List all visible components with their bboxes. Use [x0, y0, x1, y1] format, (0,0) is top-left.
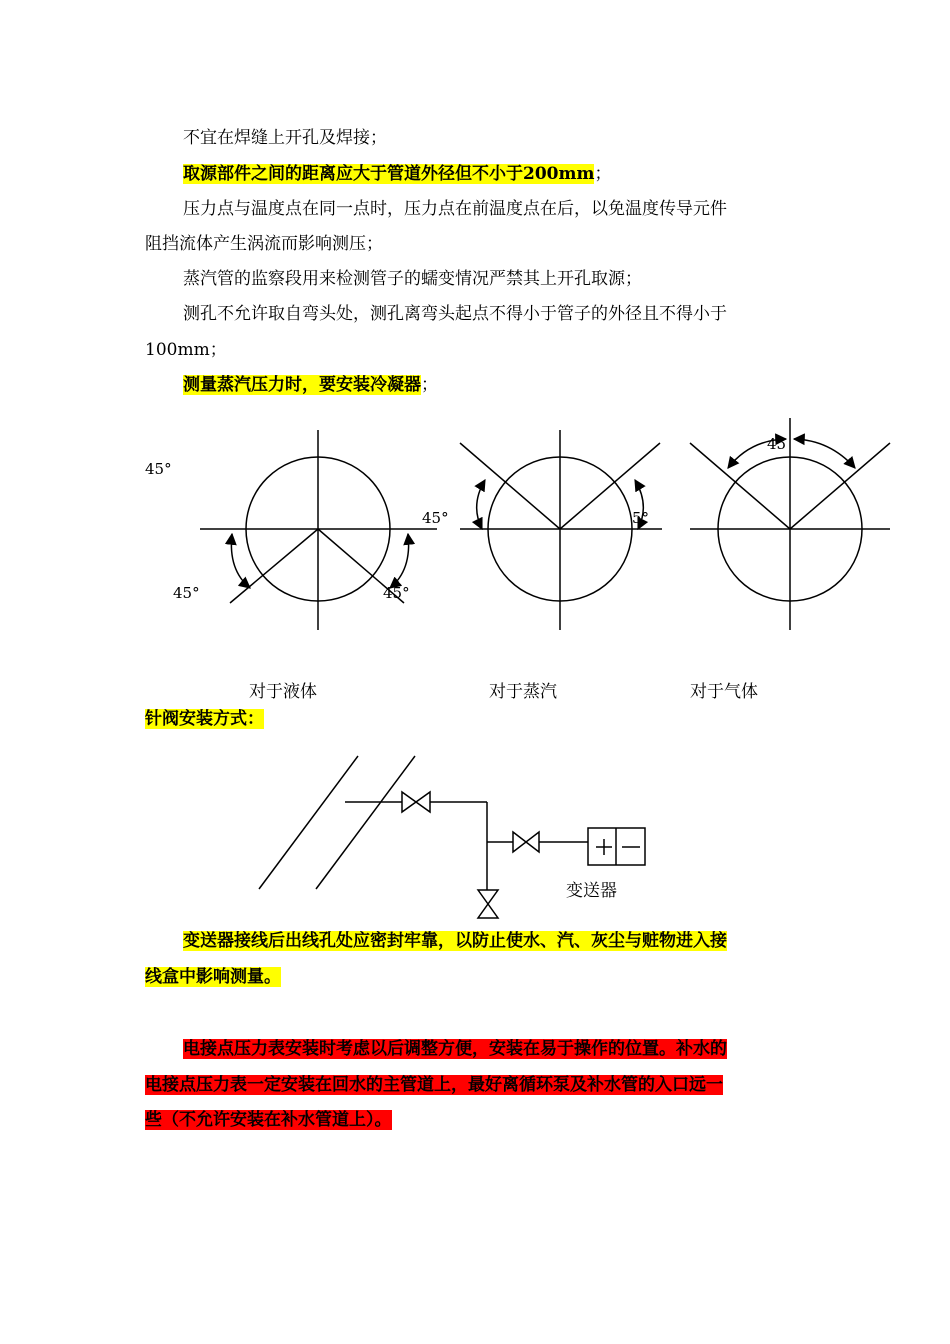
section-title-needle-valve: 针阀安装方式： — [145, 709, 264, 729]
paragraph-hole-l1: 测孔不允许取自弯头处，测孔离弯头起点不得小于管子的外径且不得小于 — [183, 304, 727, 324]
angle-label: 45° — [383, 584, 410, 602]
angle-label: 45° — [422, 509, 449, 527]
paragraph-weld: 不宜在焊缝上开孔及焊接； — [183, 128, 387, 148]
paragraph-pressure-temp-l2: 阻挡流体产生涡流而影响测压； — [145, 234, 383, 254]
caption-gas: 对于气体 — [690, 682, 758, 702]
paragraph-transmitter-l2: 线盒中影响测量。 — [145, 967, 281, 987]
transmitter-label: 变送器 — [566, 881, 617, 901]
steam-diagram — [460, 430, 662, 630]
paragraph-pressure-temp-l1: 压力点与温度点在同一点时，压力点在前温度点在后，以免温度传导元件 — [183, 199, 727, 219]
paragraph-steam-pipe: 蒸汽管的监察段用来检测管子的蠕变情况严禁其上开孔取源； — [183, 269, 642, 289]
paragraph-hole-l2: 100mm； — [145, 340, 227, 360]
paragraph-condenser: 测量蒸汽压力时，要安装冷凝器； — [183, 375, 438, 395]
caption-steam: 对于蒸汽 — [489, 682, 557, 702]
paragraph-contact-gauge-l2: 电接点压力表一定安装在回水的主管道上，最好离循环泵及补水管的入口远一 — [145, 1075, 723, 1095]
gas-diagram — [690, 418, 890, 630]
paragraph-distance: 取源部件之间的距离应大于管道外径但不小于200mm； — [183, 164, 612, 184]
angle-label: 45 — [767, 435, 787, 453]
paragraph-contact-gauge-l3: 些（不允许安装在补水管道上）。 — [145, 1110, 392, 1130]
paragraph-contact-gauge-l1: 电接点压力表安装时考虑以后调整方便，安装在易于操作的位置。补水的 — [183, 1039, 727, 1059]
angle-label: 5° — [632, 509, 650, 527]
angle-label: 45° — [145, 460, 172, 478]
paragraph-transmitter-l1: 变送器接线后出线孔处应密封牢靠，以防止使水、汽、灰尘与赃物进入接 — [183, 931, 727, 951]
angle-label: 45° — [173, 584, 200, 602]
caption-liquid: 对于液体 — [249, 682, 317, 702]
